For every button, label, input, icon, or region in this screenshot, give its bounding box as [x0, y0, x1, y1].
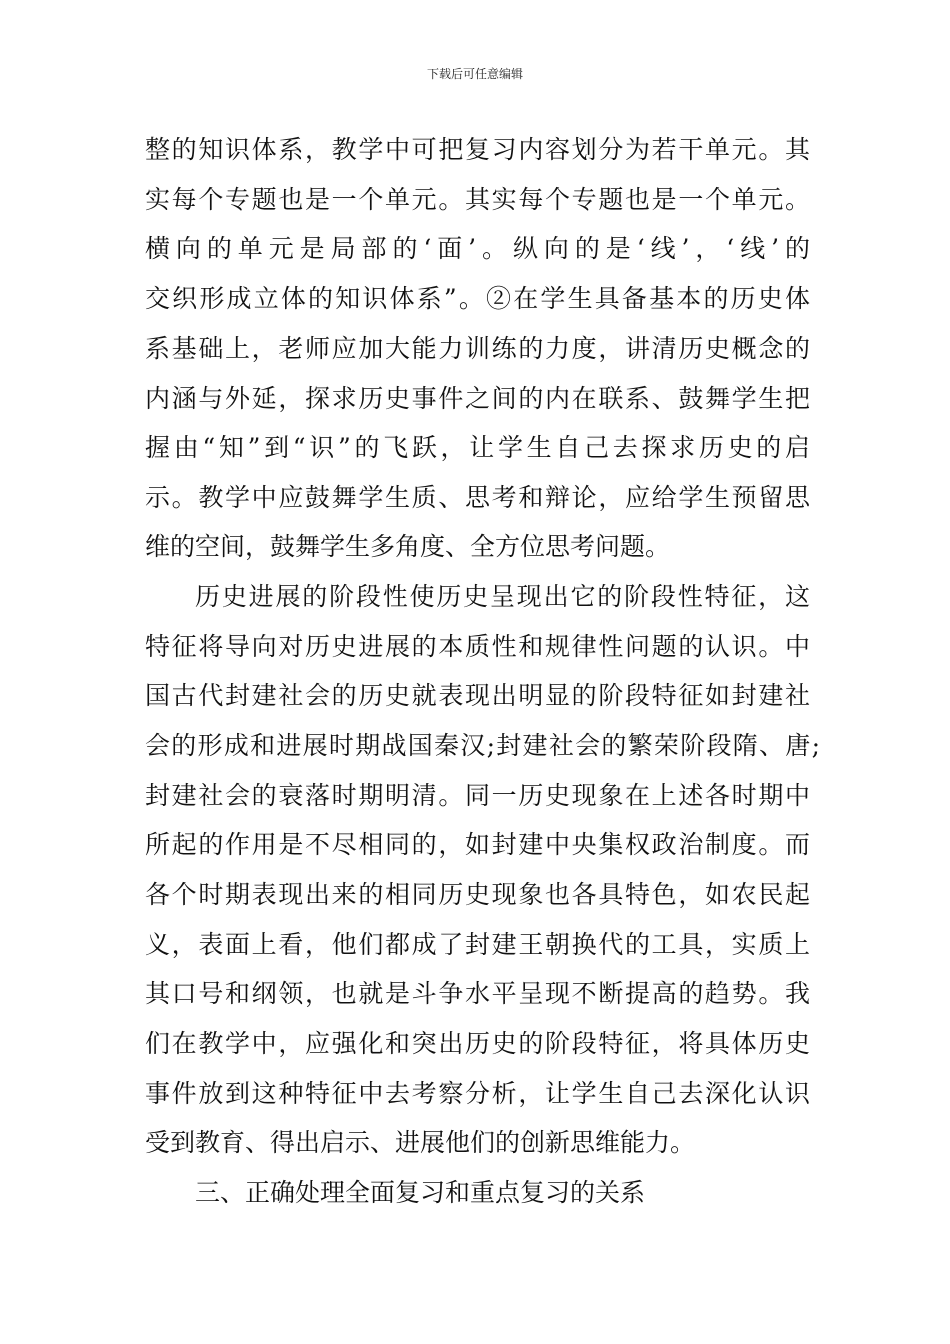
text-line: 横向的单元是局部的‘面’。纵向的是‘线’，‘线’的 [145, 234, 810, 263]
text-line: 义，表面上看，他们都成了封建王朝换代的工具，实质上 [145, 930, 810, 959]
text-line: 事件放到这种特征中去考察分析，让学生自己去深化认识 [145, 1079, 810, 1108]
text-line: 维的空间，鼓舞学生多角度、全方位思考问题。 [145, 532, 671, 561]
text-line: 示。教学中应鼓舞学生质、思考和辩论，应给学生预留思 [145, 483, 810, 512]
text-line: 们在教学中，应强化和突出历史的阶段特征，将具体历史 [145, 1029, 810, 1058]
text-line: 实每个专题也是一个单元。其实每个专题也是一个单元。 [145, 185, 810, 214]
text-line: 所起的作用是不尽相同的，如封建中央集权政治制度。而 [145, 830, 810, 859]
text-line: 各个时期表现出来的相同历史现象也各具特色，如农民起 [145, 880, 810, 909]
text-line: 握由“知”到“识”的飞跃，让学生自己去探求历史的启 [145, 433, 810, 462]
text-line: 受到教育、得出启示、进展他们的创新思维能力。 [145, 1128, 696, 1157]
text-line: 会的形成和进展时期战国秦汉;封建社会的繁荣阶段隋、唐; [145, 731, 820, 760]
text-line: 交织形成立体的知识体系”。②在学生具备基本的历史体 [145, 284, 810, 313]
text-line: 系基础上，老师应加大能力训练的力度，讲清历史概念的 [145, 334, 810, 363]
text-line: 整的知识体系，教学中可把复习内容划分为若干单元。其 [145, 135, 810, 164]
section-heading: 三、正确处理全面复习和重点复习的关系 [195, 1178, 646, 1207]
paragraph-first-line: 历史进展的阶段性使历史呈现出它的阶段性特征，这 [195, 582, 810, 611]
page-header: 下载后可任意编辑 [426, 67, 523, 81]
text-line: 国古代封建社会的历史就表现出明显的阶段特征如封建社 [145, 681, 810, 710]
text-line: 封建社会的衰落时期明清。同一历史现象在上述各时期中 [145, 781, 810, 810]
text-line: 特征将导向对历史进展的本质性和规律性问题的认识。中 [145, 632, 810, 661]
text-line: 其口号和纲领，也就是斗争水平呈现不断提高的趋势。我 [145, 979, 810, 1008]
text-line: 内涵与外延，探求历史事件之间的内在联系、鼓舞学生把 [145, 384, 810, 413]
